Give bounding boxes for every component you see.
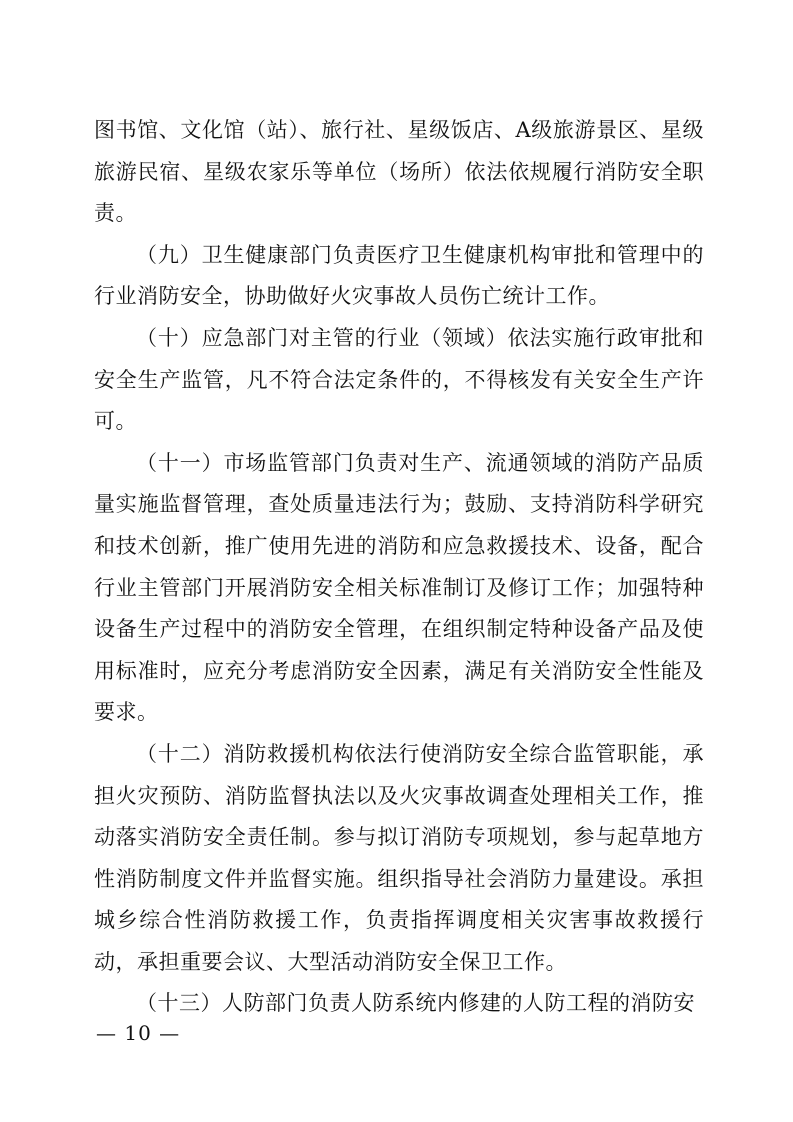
document-body (94, 110, 704, 1025)
paragraph-item-9-health: （九）卫生健康部门负责医疗卫生健康机构审批和管理中的行业消防安全，协助做好火灾事故人员伤亡统计工作。 (94, 242, 704, 309)
page-number: — 10 — (96, 1021, 181, 1045)
paragraph-continuation: 图书馆、文化馆（站）、旅行社、星级饭店、A级旅游景区、星级旅游民宿、星级农家乐等单位（场所）依法依规履行消防安全职责。 (94, 118, 704, 226)
paragraph-item-10-emergency: （十）应急部门对主管的行业（领域）依法实施行政审批和安全生产监管，凡不符合法定条件的，不得核发有关安全生产许可。 (94, 325, 704, 434)
paragraph-item-11-market-supervision: （十一）市场监管部门负责对生产、流通领域的消防产品质量实施监督管理，查处质量违法行为；鼓励、支持消防科学研究和技术创新，推广使用先进的消防和应急救援技术、设备，配合行业主管部门开展消防安全相关标准制订及修订工作；加强特种设备生产过程中的消防安全管理，在组织制定特种设备产品及使用标准时，应充分考虑消防安全因素，满足有关消防安全性能及要求。 (94, 450, 704, 725)
paragraph-item-13-civil-defense: （十三）人防部门负责人防系统内修建的人防工程的消防安 (136, 991, 695, 1016)
paragraph-item-12-fire-rescue: （十二）消防救援机构依法行使消防安全综合监管职能，承担火灾预防、消防监督执法以及火灾事故调查处理相关工作，推动落实消防安全责任制。参与拟订消防专项规划，参与起草地方性消防制度文件并监督实施。组织指导社会消防力量建设。承担城乡综合性消防救援工作，负责指挥调度相关灾害事故救援行动，承担重要会议、大型活动消防安全保卫工作。 (94, 741, 704, 974)
